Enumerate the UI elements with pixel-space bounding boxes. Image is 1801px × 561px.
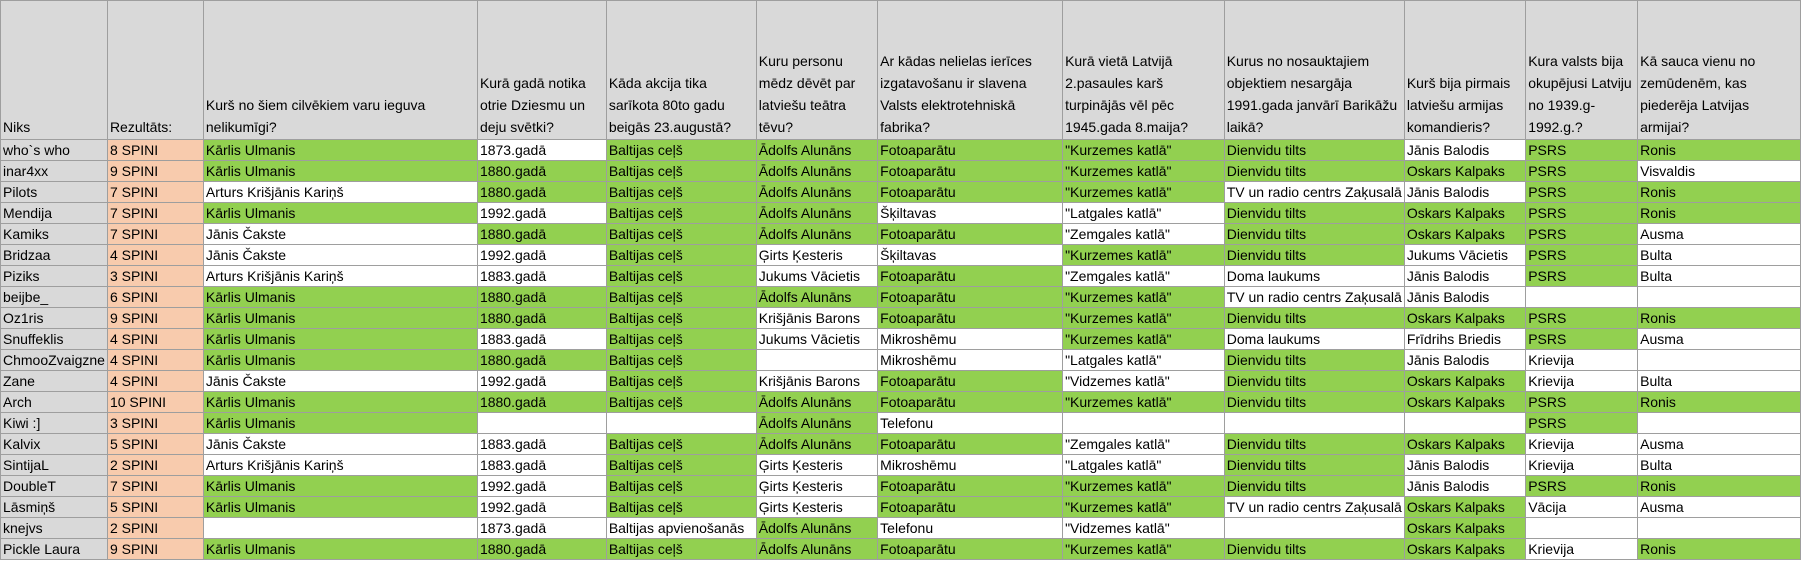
answer-cell[interactable]: Baltijas ceļš [606, 371, 756, 392]
answer-cell[interactable]: PSRS [1526, 329, 1638, 350]
column-header[interactable]: Niks [1, 1, 108, 140]
answer-cell[interactable]: Oskars Kalpaks [1404, 392, 1525, 413]
table-row [1, 308, 1801, 329]
answer-cell[interactable]: 1880.gadā [477, 539, 606, 560]
answer-cell[interactable]: Ronis [1638, 539, 1801, 560]
answer-cell[interactable]: 1880.gadā [477, 392, 606, 413]
table-row [1, 518, 1801, 539]
nickname-cell[interactable]: Snuffeklis [1, 329, 108, 350]
answer-cell[interactable]: Kārlis Ulmanis [203, 287, 477, 308]
answer-cell[interactable] [606, 413, 756, 434]
column-header[interactable]: Rezultāts: [107, 1, 203, 140]
answer-cell[interactable]: Baltijas ceļš [606, 455, 756, 476]
answer-cell[interactable] [1404, 413, 1525, 434]
answer-cell[interactable]: Jukums Vācietis [756, 329, 877, 350]
answer-cell[interactable]: Jānis Balodis [1404, 287, 1525, 308]
table-row [1, 350, 1801, 371]
answer-cell[interactable]: "Kurzemes katlā" [1063, 392, 1225, 413]
answer-cell[interactable]: PSRS [1526, 203, 1638, 224]
answer-cell[interactable]: Fotoaparātu [878, 476, 1063, 497]
answer-cell[interactable]: Jukums Vācietis [1404, 245, 1525, 266]
answer-cell[interactable]: Bulta [1638, 455, 1801, 476]
answer-cell[interactable]: 1883.gadā [477, 266, 606, 287]
answer-cell[interactable]: Krišjānis Barons [756, 308, 877, 329]
column-header[interactable]: Kurā vietā Latvijā 2.pasaules karš turpinājās vēl pēc 1945.gada 8.maija? [1063, 1, 1225, 140]
answer-cell[interactable]: 1880.gadā [477, 182, 606, 203]
answer-cell[interactable]: Doma laukums [1224, 266, 1404, 287]
answer-cell[interactable]: Jānis Balodis [1404, 455, 1525, 476]
answer-cell[interactable] [1224, 518, 1404, 539]
answer-cell[interactable]: PSRS [1526, 140, 1638, 161]
answer-cell[interactable]: Dienvidu tilts [1224, 455, 1404, 476]
nickname-cell[interactable]: Kiwi :] [1, 413, 108, 434]
answer-cell[interactable]: 1883.gadā [477, 455, 606, 476]
answer-cell[interactable]: 1873.gadā [477, 140, 606, 161]
answer-cell[interactable]: Jukums Vācietis [756, 266, 877, 287]
score-cell[interactable]: 7 SPINI [107, 476, 203, 497]
nickname-cell[interactable]: ChmooZvaigzne [1, 350, 108, 371]
answer-cell[interactable]: Telefonu [878, 518, 1063, 539]
answer-cell[interactable]: PSRS [1526, 245, 1638, 266]
answer-cell[interactable]: Ģirts Ķesteris [756, 245, 877, 266]
nickname-cell[interactable]: SintijaL [1, 455, 108, 476]
answer-cell[interactable]: Arturs Krišjānis Kariņš [203, 266, 477, 287]
nickname-cell[interactable]: Oz1ris [1, 308, 108, 329]
answer-cell[interactable]: Oskars Kalpaks [1404, 224, 1525, 245]
answer-cell[interactable]: Ronis [1638, 392, 1801, 413]
answer-cell[interactable]: Oskars Kalpaks [1404, 371, 1525, 392]
answer-cell[interactable]: Ādolfs Alunāns [756, 434, 877, 455]
nickname-cell[interactable]: knejvs [1, 518, 108, 539]
answer-cell[interactable]: Jānis Balodis [1404, 266, 1525, 287]
answer-cell[interactable]: Krievija [1526, 434, 1638, 455]
answer-cell[interactable]: 1880.gadā [477, 287, 606, 308]
answer-cell[interactable]: Frīdrihs Briedis [1404, 329, 1525, 350]
answer-cell[interactable]: Baltijas ceļš [606, 434, 756, 455]
answer-cell[interactable]: Bulta [1638, 266, 1801, 287]
answer-cell[interactable]: Dienvidu tilts [1224, 161, 1404, 182]
answer-cell[interactable]: Ādolfs Alunāns [756, 287, 877, 308]
answer-cell[interactable]: Jānis Balodis [1404, 350, 1525, 371]
answer-cell[interactable]: Oskars Kalpaks [1404, 203, 1525, 224]
nickname-cell[interactable]: Kalvix [1, 434, 108, 455]
answer-cell[interactable] [1638, 518, 1801, 539]
table-row [1, 287, 1801, 308]
answer-cell[interactable]: 1880.gadā [477, 350, 606, 371]
answer-cell[interactable]: PSRS [1526, 224, 1638, 245]
answer-cell[interactable]: Baltijas ceļš [606, 266, 756, 287]
answer-cell[interactable]: "Vidzemes katlā" [1063, 518, 1225, 539]
answer-cell[interactable]: Jānis Balodis [1404, 476, 1525, 497]
table-row [1, 455, 1801, 476]
answer-cell[interactable]: Dienvidu tilts [1224, 539, 1404, 560]
answer-cell[interactable] [756, 350, 877, 371]
answer-cell[interactable]: 1992.gadā [477, 497, 606, 518]
column-header[interactable]: Kurš bija pirmais latviešu armijas komandieris? [1404, 1, 1525, 140]
answer-cell[interactable]: Vācija [1526, 497, 1638, 518]
table-row [1, 413, 1801, 434]
nickname-cell[interactable]: Pickle Laura [1, 539, 108, 560]
answer-cell[interactable]: Baltijas ceļš [606, 476, 756, 497]
answer-cell[interactable]: Oskars Kalpaks [1404, 434, 1525, 455]
answer-cell[interactable]: Kārlis Ulmanis [203, 329, 477, 350]
score-cell[interactable]: 2 SPINI [107, 518, 203, 539]
table-row [1, 476, 1801, 497]
answer-cell[interactable]: "Kurzemes katlā" [1063, 161, 1225, 182]
answer-cell[interactable]: Krievija [1526, 539, 1638, 560]
answer-cell[interactable]: Jānis Balodis [1404, 182, 1525, 203]
answer-cell[interactable]: Dienvidu tilts [1224, 392, 1404, 413]
answer-cell[interactable]: Šķiltavas [878, 245, 1063, 266]
column-header[interactable]: Ar kādas nelielas ierīces izgatavošanu ir slavena Valsts elektrotehniskā fabrika? [878, 1, 1063, 140]
answer-cell[interactable]: Mikroshēmu [878, 350, 1063, 371]
answer-cell[interactable]: Mikroshēmu [878, 329, 1063, 350]
answer-cell[interactable]: Fotoaparātu [878, 140, 1063, 161]
answer-cell[interactable]: PSRS [1526, 413, 1638, 434]
answer-cell[interactable]: "Kurzemes katlā" [1063, 329, 1225, 350]
score-cell[interactable]: 2 SPINI [107, 455, 203, 476]
answer-cell[interactable]: Baltijas ceļš [606, 161, 756, 182]
answer-cell[interactable]: "Kurzemes katlā" [1063, 497, 1225, 518]
answer-cell[interactable]: 1883.gadā [477, 329, 606, 350]
answer-cell[interactable] [1526, 287, 1638, 308]
nickname-cell[interactable]: Lāsmiņš [1, 497, 108, 518]
answer-cell[interactable]: "Kurzemes katlā" [1063, 308, 1225, 329]
answer-cell[interactable]: 1992.gadā [477, 476, 606, 497]
table-row [1, 182, 1801, 203]
answer-cell[interactable]: 1992.gadā [477, 245, 606, 266]
score-cell[interactable]: 9 SPINI [107, 539, 203, 560]
table-row [1, 329, 1801, 350]
answer-cell[interactable]: 1992.gadā [477, 203, 606, 224]
table-row [1, 434, 1801, 455]
answer-cell[interactable]: Ģirts Ķesteris [756, 497, 877, 518]
answer-cell[interactable] [1638, 350, 1801, 371]
answer-cell[interactable]: Dienvidu tilts [1224, 476, 1404, 497]
answer-cell[interactable]: Kārlis Ulmanis [203, 539, 477, 560]
answer-cell[interactable]: Kārlis Ulmanis [203, 308, 477, 329]
answer-cell[interactable] [1638, 287, 1801, 308]
answer-cell[interactable]: Kārlis Ulmanis [203, 413, 477, 434]
score-cell[interactable]: 8 SPINI [107, 140, 203, 161]
answer-cell[interactable]: Ādolfs Alunāns [756, 161, 877, 182]
answer-cell[interactable]: Ģirts Ķesteris [756, 455, 877, 476]
score-cell[interactable]: 10 SPINI [107, 392, 203, 413]
nickname-cell[interactable]: who`s who [1, 140, 108, 161]
column-header[interactable]: Kura valsts bija okupējusi Latviju no 1939.g-1992.g.? [1526, 1, 1638, 140]
answer-cell[interactable]: Oskars Kalpaks [1404, 161, 1525, 182]
column-header[interactable]: Kuru personu mēdz dēvēt par latviešu teātra tēvu? [756, 1, 877, 140]
answer-cell[interactable]: Jānis Čakste [203, 434, 477, 455]
answer-cell[interactable]: Ausma [1638, 224, 1801, 245]
answer-cell[interactable]: "Kurzemes katlā" [1063, 539, 1225, 560]
answer-cell[interactable]: Baltijas ceļš [606, 245, 756, 266]
answer-cell[interactable]: "Kurzemes katlā" [1063, 245, 1225, 266]
answer-cell[interactable]: Oskars Kalpaks [1404, 497, 1525, 518]
answer-cell[interactable]: 1873.gadā [477, 518, 606, 539]
answer-cell[interactable]: Dienvidu tilts [1224, 203, 1404, 224]
table-row [1, 266, 1801, 287]
score-cell[interactable]: 4 SPINI [107, 350, 203, 371]
answer-cell[interactable]: Šķiltavas [878, 203, 1063, 224]
nickname-cell[interactable]: Mendija [1, 203, 108, 224]
answer-cell[interactable]: TV un radio centrs Zaķusalā [1224, 182, 1404, 203]
answer-cell[interactable]: Fotoaparātu [878, 371, 1063, 392]
answer-cell[interactable]: Baltijas ceļš [606, 497, 756, 518]
answer-cell[interactable]: Kārlis Ulmanis [203, 392, 477, 413]
answer-cell[interactable]: Krievija [1526, 371, 1638, 392]
answer-cell[interactable]: PSRS [1526, 308, 1638, 329]
answer-cell[interactable]: Dienvidu tilts [1224, 371, 1404, 392]
answer-cell[interactable]: Ausma [1638, 329, 1801, 350]
answer-cell[interactable]: Baltijas ceļš [606, 203, 756, 224]
answer-cell[interactable] [1224, 413, 1404, 434]
answer-cell[interactable]: "Kurzemes katlā" [1063, 140, 1225, 161]
answer-cell[interactable] [1526, 518, 1638, 539]
score-cell[interactable]: 4 SPINI [107, 371, 203, 392]
answer-cell[interactable]: Krišjānis Barons [756, 371, 877, 392]
answer-cell[interactable]: PSRS [1526, 266, 1638, 287]
answer-cell[interactable]: Oskars Kalpaks [1404, 518, 1525, 539]
nickname-cell[interactable]: Pilots [1, 182, 108, 203]
answer-cell[interactable]: Baltijas ceļš [606, 329, 756, 350]
answer-cell[interactable]: Fotoaparātu [878, 308, 1063, 329]
answer-cell[interactable]: TV un radio centrs Zaķusalā [1224, 287, 1404, 308]
column-header[interactable]: Kā sauca vienu no zemūdenēm, kas piederēja Latvijas armijai? [1638, 1, 1801, 140]
nickname-cell[interactable]: Bridzaa [1, 245, 108, 266]
answer-cell[interactable]: PSRS [1526, 182, 1638, 203]
score-cell[interactable]: 3 SPINI [107, 413, 203, 434]
answer-cell[interactable]: "Zemgales katlā" [1063, 434, 1225, 455]
answer-cell[interactable]: Jānis Čakste [203, 224, 477, 245]
answer-cell[interactable]: Baltijas ceļš [606, 308, 756, 329]
table-row [1, 539, 1801, 560]
answer-cell[interactable]: PSRS [1526, 476, 1638, 497]
nickname-cell[interactable]: Piziks [1, 266, 108, 287]
score-cell[interactable]: 7 SPINI [107, 224, 203, 245]
table-row [1, 224, 1801, 245]
answer-cell[interactable]: Ronis [1638, 182, 1801, 203]
answer-cell[interactable]: 1880.gadā [477, 224, 606, 245]
answer-cell[interactable]: "Latgales katlā" [1063, 455, 1225, 476]
table-row [1, 140, 1801, 161]
answer-cell[interactable]: Fotoaparātu [878, 539, 1063, 560]
score-cell[interactable]: 9 SPINI [107, 161, 203, 182]
answer-cell[interactable]: Kārlis Ulmanis [203, 476, 477, 497]
answer-cell[interactable]: PSRS [1526, 161, 1638, 182]
answer-cell[interactable] [477, 413, 606, 434]
answer-cell[interactable]: Fotoaparātu [878, 287, 1063, 308]
answer-cell[interactable]: Telefonu [878, 413, 1063, 434]
answer-cell[interactable]: "Kurzemes katlā" [1063, 476, 1225, 497]
answer-cell[interactable] [1063, 413, 1225, 434]
answer-cell[interactable]: Ādolfs Alunāns [756, 224, 877, 245]
score-cell[interactable]: 4 SPINI [107, 329, 203, 350]
answer-cell[interactable]: Arturs Krišjānis Kariņš [203, 455, 477, 476]
answer-cell[interactable]: Dienvidu tilts [1224, 350, 1404, 371]
answer-cell[interactable]: Fotoaparātu [878, 182, 1063, 203]
answer-cell[interactable]: Kārlis Ulmanis [203, 140, 477, 161]
table-row [1, 245, 1801, 266]
answer-cell[interactable]: Baltijas ceļš [606, 140, 756, 161]
answer-cell[interactable]: Oskars Kalpaks [1404, 539, 1525, 560]
answer-cell[interactable]: Ausma [1638, 497, 1801, 518]
answer-cell[interactable]: "Vidzemes katlā" [1063, 371, 1225, 392]
answer-cell[interactable]: Ādolfs Alunāns [756, 182, 877, 203]
nickname-cell[interactable]: Kamiks [1, 224, 108, 245]
answer-cell[interactable]: Kārlis Ulmanis [203, 497, 477, 518]
table-row [1, 497, 1801, 518]
answer-cell[interactable]: Jānis Čakste [203, 371, 477, 392]
answer-cell[interactable]: Fotoaparātu [878, 161, 1063, 182]
answer-cell[interactable]: Kārlis Ulmanis [203, 350, 477, 371]
answer-cell[interactable]: Ādolfs Alunāns [756, 140, 877, 161]
answer-cell[interactable]: Fotoaparātu [878, 497, 1063, 518]
table-row [1, 203, 1801, 224]
answer-cell[interactable]: Kārlis Ulmanis [203, 161, 477, 182]
answer-cell[interactable]: Baltijas ceļš [606, 539, 756, 560]
table-row [1, 392, 1801, 413]
column-header[interactable]: Kurš no šiem cilvēkiem varu ieguva nelikumīgi? [203, 1, 477, 140]
answer-cell[interactable]: Kārlis Ulmanis [203, 203, 477, 224]
answer-cell[interactable]: "Kurzemes katlā" [1063, 182, 1225, 203]
answer-cell[interactable]: "Latgales katlā" [1063, 203, 1225, 224]
answer-cell[interactable]: Mikroshēmu [878, 455, 1063, 476]
answer-cell[interactable]: Ādolfs Alunāns [756, 413, 877, 434]
answer-cell[interactable]: Arturs Krišjānis Kariņš [203, 182, 477, 203]
table-row [1, 371, 1801, 392]
answer-cell[interactable]: Baltijas ceļš [606, 287, 756, 308]
answer-cell[interactable]: Oskars Kalpaks [1404, 308, 1525, 329]
answer-cell[interactable]: Ģirts Ķesteris [756, 476, 877, 497]
answer-cell[interactable]: "Zemgales katlā" [1063, 224, 1225, 245]
nickname-cell[interactable]: Arch [1, 392, 108, 413]
score-cell[interactable]: 3 SPINI [107, 266, 203, 287]
answer-cell[interactable]: Dienvidu tilts [1224, 308, 1404, 329]
answer-cell[interactable]: Ādolfs Alunāns [756, 539, 877, 560]
answer-cell[interactable]: PSRS [1526, 392, 1638, 413]
answer-cell[interactable]: Fotoaparātu [878, 392, 1063, 413]
answer-cell[interactable]: Ronis [1638, 203, 1801, 224]
answer-cell[interactable]: Ronis [1638, 476, 1801, 497]
answer-cell[interactable]: Dienvidu tilts [1224, 245, 1404, 266]
answer-cell[interactable]: Ādolfs Alunāns [756, 203, 877, 224]
answer-cell[interactable]: Krievija [1526, 350, 1638, 371]
answer-cell[interactable]: Jānis Balodis [1404, 140, 1525, 161]
column-header[interactable]: Kāda akcija tika sarīkota 80to gadu beigās 23.augustā? [606, 1, 756, 140]
answer-cell[interactable]: Bulta [1638, 245, 1801, 266]
answer-cell[interactable]: Krievija [1526, 455, 1638, 476]
answer-cell[interactable]: Baltijas ceļš [606, 392, 756, 413]
answer-cell[interactable]: Ronis [1638, 308, 1801, 329]
answer-cell[interactable]: "Latgales katlā" [1063, 350, 1225, 371]
score-cell[interactable]: 6 SPINI [107, 287, 203, 308]
answer-cell[interactable]: "Kurzemes katlā" [1063, 287, 1225, 308]
score-cell[interactable]: 7 SPINI [107, 182, 203, 203]
answer-cell[interactable]: Fotoaparātu [878, 224, 1063, 245]
answer-cell[interactable]: Doma laukums [1224, 329, 1404, 350]
score-cell[interactable]: 5 SPINI [107, 434, 203, 455]
column-header[interactable]: Kurā gadā notika otrie Dziesmu un deju svētki? [477, 1, 606, 140]
answer-cell[interactable]: Dienvidu tilts [1224, 224, 1404, 245]
answer-cell[interactable]: Baltijas ceļš [606, 182, 756, 203]
table-row [1, 161, 1801, 182]
answer-cell[interactable]: Baltijas ceļš [606, 350, 756, 371]
score-cell[interactable]: 7 SPINI [107, 203, 203, 224]
answer-cell[interactable]: 1992.gadā [477, 371, 606, 392]
nickname-cell[interactable]: Zane [1, 371, 108, 392]
score-cell[interactable]: 4 SPINI [107, 245, 203, 266]
answer-cell[interactable]: 1880.gadā [477, 308, 606, 329]
answer-cell[interactable]: TV un radio centrs Zaķusalā [1224, 497, 1404, 518]
answer-cell[interactable]: "Zemgales katlā" [1063, 266, 1225, 287]
answer-cell[interactable]: Bulta [1638, 371, 1801, 392]
answer-cell[interactable]: Jānis Čakste [203, 245, 477, 266]
answer-cell[interactable]: Fotoaparātu [878, 434, 1063, 455]
nickname-cell[interactable]: DoubleT [1, 476, 108, 497]
answer-cell[interactable]: 1880.gadā [477, 161, 606, 182]
header-row [1, 1, 1801, 140]
answer-cell[interactable]: Dienvidu tilts [1224, 434, 1404, 455]
score-cell[interactable]: 9 SPINI [107, 308, 203, 329]
answer-cell[interactable] [203, 518, 477, 539]
nickname-cell[interactable]: beijbe_ [1, 287, 108, 308]
answer-cell[interactable]: Dienvidu tilts [1224, 140, 1404, 161]
answer-cell[interactable]: Baltijas apvienošanās [606, 518, 756, 539]
answer-cell[interactable]: Ādolfs Alunāns [756, 518, 877, 539]
answer-cell[interactable]: Baltijas ceļš [606, 224, 756, 245]
nickname-cell[interactable]: inar4xx [1, 161, 108, 182]
answer-cell[interactable]: Ausma [1638, 434, 1801, 455]
answer-cell[interactable] [1638, 413, 1801, 434]
column-header[interactable]: Kurus no nosauktajiem objektiem nesargāja 1991.gada janvārī Barikāžu laikā? [1224, 1, 1404, 140]
score-cell[interactable]: 5 SPINI [107, 497, 203, 518]
answer-cell[interactable]: 1883.gadā [477, 434, 606, 455]
answer-cell[interactable]: Fotoaparātu [878, 266, 1063, 287]
answer-cell[interactable]: Visvaldis [1638, 161, 1801, 182]
answer-cell[interactable]: Ādolfs Alunāns [756, 392, 877, 413]
answer-cell[interactable]: Ronis [1638, 140, 1801, 161]
